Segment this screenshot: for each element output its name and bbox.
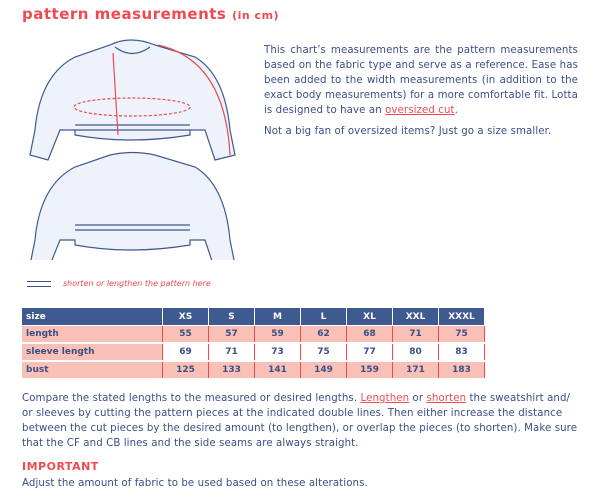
cell: 71 bbox=[393, 326, 439, 344]
compare-text-2: the sweatshirt and/ or sleeves by cutting the pattern pieces at the indicated double lines. Then either increase the distance between the cut pieces by the desired amount (to lengthen), or overlap the pieces (to shorten). Make sure that the CF and CB lines and the side seams are always straight. bbox=[22, 393, 578, 449]
row-label: bust bbox=[22, 361, 163, 379]
header-s: S bbox=[209, 308, 255, 326]
title-unit: (in cm) bbox=[232, 9, 280, 22]
header-xs: XS bbox=[163, 308, 209, 326]
lengthen-link[interactable]: Lengthen bbox=[360, 393, 410, 404]
cell: 55 bbox=[163, 326, 209, 344]
row-label: sleeve length bbox=[22, 343, 163, 361]
table-header-row bbox=[22, 308, 485, 326]
header-size: size bbox=[22, 308, 163, 326]
header-xxxl: XXXL bbox=[439, 308, 485, 326]
intro-text: This chart’s measurements are the pattern measurements based on the fabric type and serve as a reference. Ease has been added to the width measurements (in addition to the exact body measurements) for a more comfortable fit. Lotta is designed to have an bbox=[264, 45, 578, 116]
back-view-drawing bbox=[30, 153, 235, 261]
header-xxl: XXL bbox=[393, 308, 439, 326]
table-row bbox=[22, 361, 485, 379]
table-row bbox=[22, 343, 485, 361]
cell: 149 bbox=[301, 361, 347, 379]
front-view-drawing bbox=[30, 40, 235, 160]
intro-end: . bbox=[454, 105, 458, 116]
cell: 75 bbox=[439, 326, 485, 344]
cell: 141 bbox=[255, 361, 301, 379]
legend bbox=[27, 279, 211, 288]
intro-paragraph bbox=[264, 43, 578, 118]
double-line-icon bbox=[27, 281, 51, 287]
cell: 183 bbox=[439, 361, 485, 379]
cell: 68 bbox=[347, 326, 393, 344]
compare-text: Compare the stated lengths to the measured or desired lengths. bbox=[22, 393, 361, 404]
sweatshirt-illustration bbox=[20, 35, 260, 260]
cell: 62 bbox=[301, 326, 347, 344]
title-text: pattern measurements bbox=[22, 5, 227, 23]
cell: 69 bbox=[163, 343, 209, 361]
table-row bbox=[22, 326, 485, 344]
cell: 133 bbox=[209, 361, 255, 379]
shorten-link[interactable]: shorten bbox=[426, 393, 467, 404]
measurement-table bbox=[22, 307, 485, 380]
page-title bbox=[22, 5, 279, 23]
cell: 57 bbox=[209, 326, 255, 344]
cell: 59 bbox=[255, 326, 301, 344]
oversized-cut-link[interactable]: oversized cut bbox=[385, 105, 455, 116]
compare-or: or bbox=[409, 393, 427, 404]
cell: 75 bbox=[301, 343, 347, 361]
important-heading: IMPORTANT bbox=[22, 460, 99, 473]
row-label: length bbox=[22, 326, 163, 344]
header-l: L bbox=[301, 308, 347, 326]
alteration-instructions bbox=[22, 391, 582, 451]
cell: 71 bbox=[209, 343, 255, 361]
header-xl: XL bbox=[347, 308, 393, 326]
cell: 171 bbox=[393, 361, 439, 379]
cell: 80 bbox=[393, 343, 439, 361]
legend-text: shorten or lengthen the pattern here bbox=[63, 279, 211, 288]
cell: 83 bbox=[439, 343, 485, 361]
cell: 73 bbox=[255, 343, 301, 361]
important-text: Adjust the amount of fabric to be used based on these alterations. bbox=[22, 478, 368, 489]
header-m: M bbox=[255, 308, 301, 326]
cell: 77 bbox=[347, 343, 393, 361]
cell: 159 bbox=[347, 361, 393, 379]
size-tip: Not a big fan of oversized items? Just go a size smaller. bbox=[264, 126, 552, 137]
cell: 125 bbox=[163, 361, 209, 379]
